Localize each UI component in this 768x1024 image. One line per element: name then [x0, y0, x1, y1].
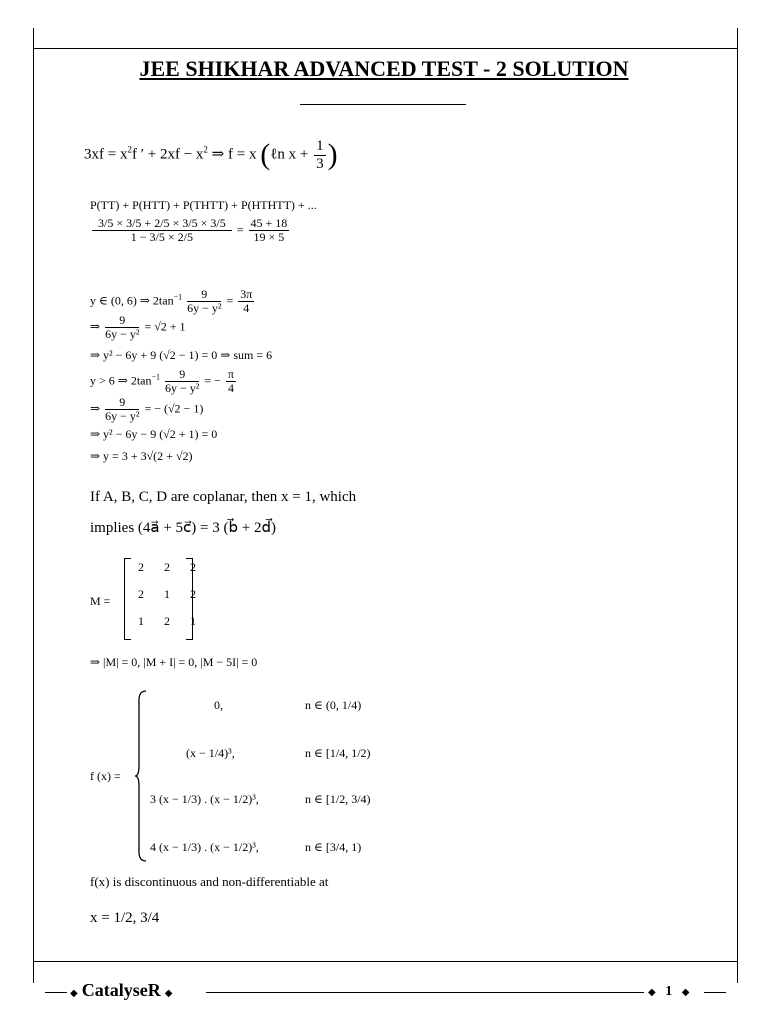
footer-brand-block: [70, 980, 172, 1001]
matrix-table: 2 2 2 2 1 2 1 2 1: [138, 560, 196, 628]
piecewise-conclusion: f(x) is discontinuous and non-differentiable at: [90, 874, 329, 889]
title-underline-rule: [300, 104, 466, 105]
diamond-icon: ◆: [648, 987, 656, 998]
diamond-icon: ◆: [70, 988, 78, 999]
case-1-expr: 0,: [214, 698, 223, 712]
footer-brand: CatalyseR: [81, 980, 161, 1000]
q3-line1: y ∈ (0, 6) ⇒ $2\tan^{-1}$ $\frac{9}{\text{6y − y²}}$ = $\frac{3\pi}{4}$: [90, 287, 253, 316]
page-title: JEE SHIKHAR ADVANCED TEST - 2 SOLUTION: [139, 56, 629, 81]
case-2-cond: n ∈ [1/4, 1/2): [305, 746, 371, 760]
piecewise-answer: x = 1/2, 3/4: [90, 910, 160, 926]
footer-line-right: [704, 992, 726, 993]
matrix-left-bracket: [124, 558, 131, 640]
q3-line4: y > 6 ⇒ $2\tan^{-1}$ $\frac{9}{\text{6y − y²}}$ = − $\frac{\pi}{4}$: [90, 367, 234, 396]
q3-line3: ⇒ y² − 6y + 9 (√2 − 1) = 0 ⇒ sum = 6: [90, 348, 273, 362]
matrix-right-bracket: [186, 558, 193, 640]
q2-fraction: $\frac{3/5 \times 3/5 + 2/5 \times 3/5 \times 3/5}{1 - 3/5 \times 2/5}$ = $\frac{45 + 18}{19 \times 5}$: [90, 217, 291, 244]
footer-line-middle: [206, 992, 644, 993]
q1-equation: $3xf = x^2f$ ′ + $2xf - x^2$ ⇒ f = x (ℓn x + $\frac{1}{3}$ ): [84, 138, 338, 172]
case-2-expr: (x − 1/4)³,: [186, 746, 235, 760]
footer-page-block: [648, 984, 689, 1000]
piecewise-label: f (x) =: [90, 769, 121, 783]
q4-line2: implies (4a⃗ + 5c⃗) = 3 (b⃗ + 2d⃗): [90, 520, 277, 536]
footer-line-left: [45, 992, 67, 993]
matrix-result: ⇒ |M| = 0, |M + I| = 0, |M − 5I| = 0: [90, 655, 258, 669]
diamond-icon: ◆: [164, 988, 173, 999]
header-rule: [33, 48, 738, 49]
diamond-icon: ◆: [681, 987, 690, 998]
case-4-cond: n ∈ [3/4, 1): [305, 840, 362, 854]
case-3-cond: n ∈ [1/2, 3/4): [305, 792, 371, 806]
footer-rule: [33, 961, 738, 962]
matrix-m: [124, 558, 206, 631]
q3-line2: ⇒ $\frac{9}{\text{6y − y²}}$ = √2 + 1: [90, 313, 186, 342]
q4-line1: If A, B, C, D are coplanar, then x = 1, which: [90, 489, 357, 505]
q3-line7: ⇒ y = 3 + 3√(2 + √2): [90, 449, 193, 463]
case-1-cond: n ∈ (0, 1/4): [305, 698, 362, 712]
page-number: 1: [665, 984, 673, 999]
left-brace-icon: [135, 690, 147, 862]
q3-line6: ⇒ y² − 6y − 9 (√2 + 1) = 0: [90, 427, 218, 441]
q2-line1: P(TT) + P(HTT) + P(THTT) + P(HTHTT) + ...: [90, 198, 317, 212]
matrix-label: M =: [90, 594, 111, 608]
case-4-expr: 4 (x − 1/3) . (x − 1/2)³,: [150, 840, 259, 854]
case-3-expr: 3 (x − 1/3) . (x − 1/2)³,: [150, 792, 259, 806]
q3-line5: ⇒ $\frac{9}{\text{6y − y²}}$ = − (√2 − 1): [90, 395, 204, 424]
